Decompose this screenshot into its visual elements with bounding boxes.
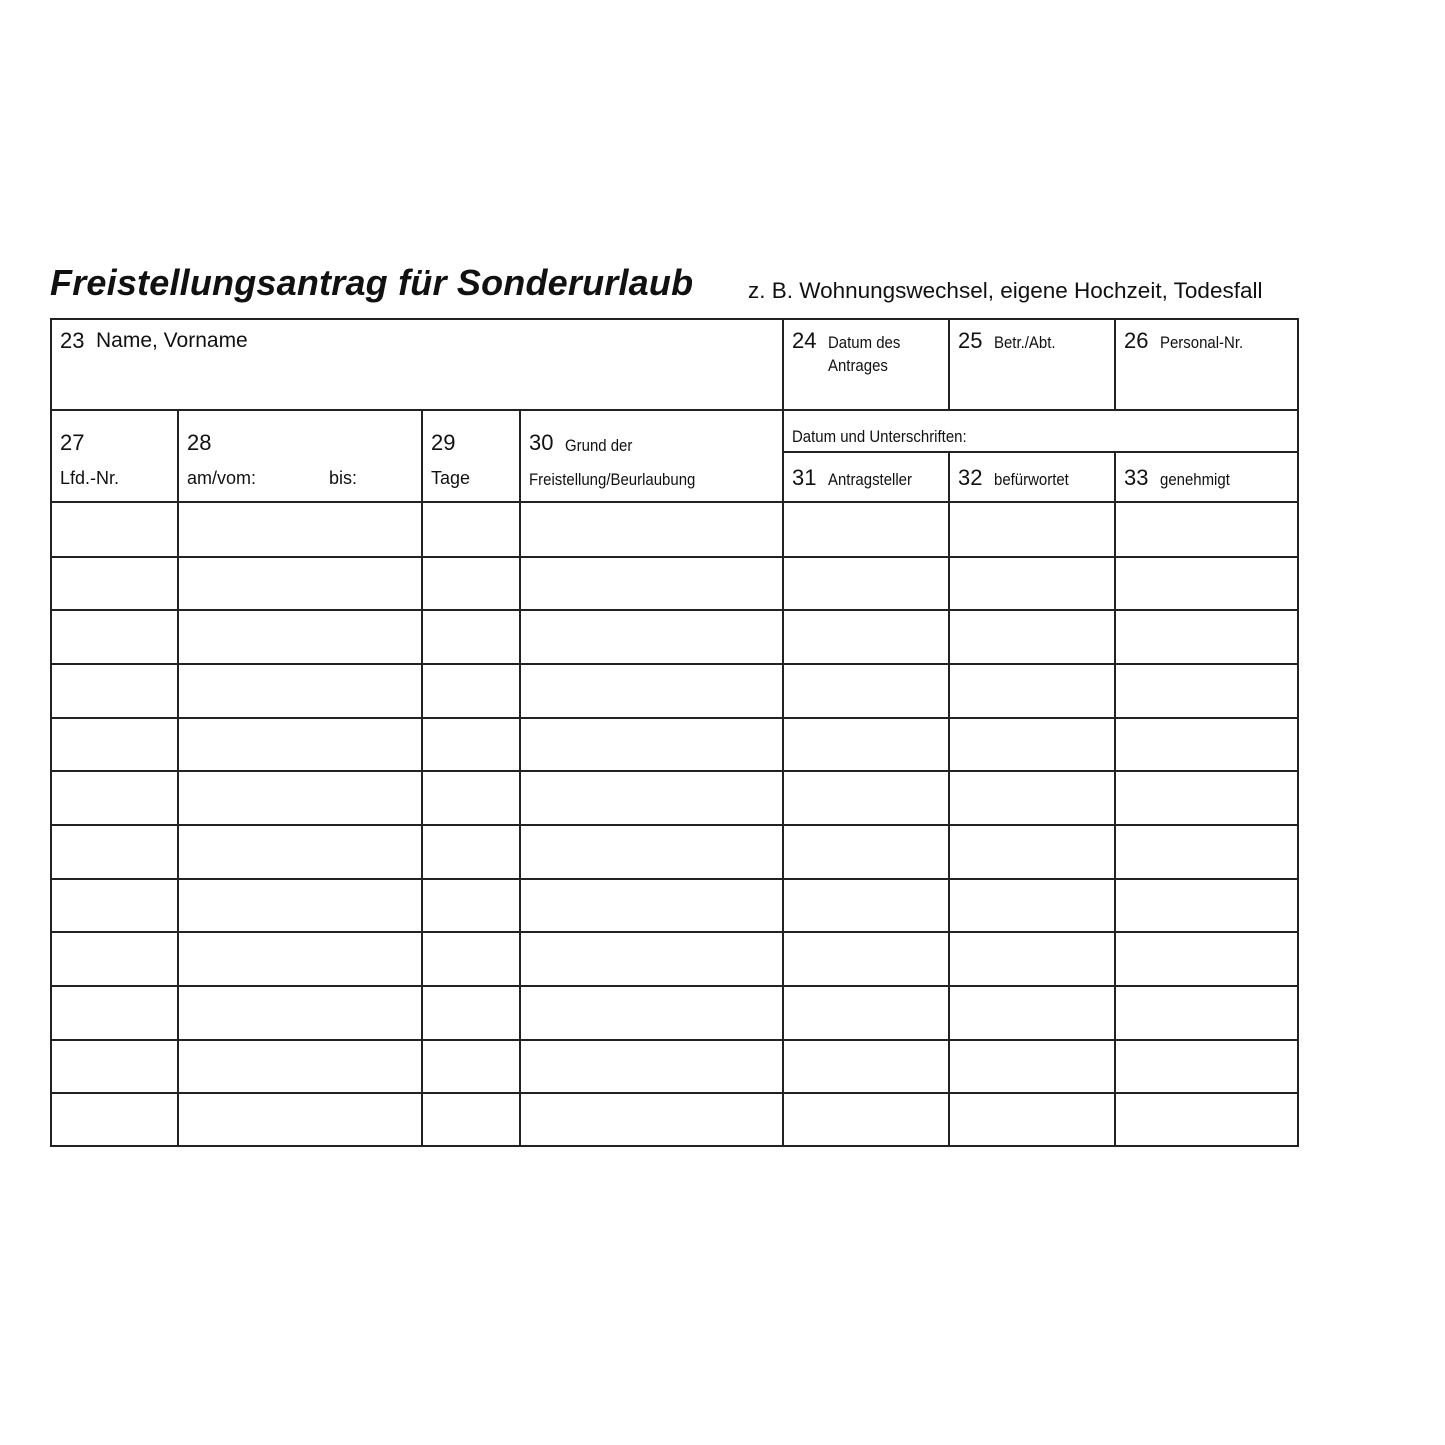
entry-cell-approved[interactable] [1121,563,1291,603]
entry-cell-applicant[interactable] [789,724,943,764]
divider-col-4 [782,320,784,1145]
entry-cell-lfd-nr[interactable] [58,670,172,710]
field-25-label: Betr./Abt. [994,333,1056,352]
entry-cell-days[interactable] [428,938,514,978]
field-27-label: Lfd.-Nr. [60,468,120,488]
entry-cell-lfd-nr[interactable] [58,992,172,1032]
entry-cell-date-range[interactable] [184,509,416,549]
entry-cell-approved[interactable] [1121,992,1291,1032]
field-25-number: 25 [958,328,983,353]
field-31-number: 31 [792,465,817,490]
entry-cell-reason[interactable] [526,1099,777,1139]
entry-cell-date-range[interactable] [184,670,416,710]
entry-cell-applicant[interactable] [789,885,943,925]
entry-cell-date-range[interactable] [184,938,416,978]
entry-cell-lfd-nr[interactable] [58,885,172,925]
entry-cell-reason[interactable] [526,670,777,710]
entry-cell-applicant[interactable] [789,777,943,817]
row-divider [52,931,1297,933]
field-26-label: Personal-Nr. [1160,333,1244,352]
field-24-number: 24 [792,328,817,353]
field-23-number: 23 [60,328,85,353]
entry-cell-lfd-nr[interactable] [58,563,172,603]
divider-signatures [783,451,1297,453]
row-divider [52,1092,1297,1094]
entry-cell-endorsed[interactable] [955,831,1109,871]
entry-cell-applicant[interactable] [789,938,943,978]
entry-cell-endorsed[interactable] [955,938,1109,978]
field-27-number: 27 [60,430,85,455]
entry-cell-reason[interactable] [526,509,777,549]
entry-cell-approved[interactable] [1121,885,1291,925]
entry-cell-approved[interactable] [1121,831,1291,871]
row-divider [52,717,1297,719]
entry-cell-lfd-nr[interactable] [58,1099,172,1139]
entry-cell-days[interactable] [428,992,514,1032]
entry-cell-days[interactable] [428,885,514,925]
entry-cell-applicant[interactable] [789,670,943,710]
signatures-heading: Datum und Unterschriften: [792,427,967,446]
entry-cell-date-range[interactable] [184,885,416,925]
entry-cell-lfd-nr[interactable] [58,509,172,549]
entry-cell-days[interactable] [428,563,514,603]
entry-cell-endorsed[interactable] [955,777,1109,817]
entry-cell-applicant[interactable] [789,831,943,871]
field-26-number: 26 [1124,328,1149,353]
row-divider [52,609,1297,611]
field-29-number: 29 [431,430,456,455]
field-32-number: 32 [958,465,983,490]
entry-cell-lfd-nr[interactable] [58,777,172,817]
entry-cell-endorsed[interactable] [955,670,1109,710]
entry-cell-days[interactable] [428,509,514,549]
entry-cell-lfd-nr[interactable] [58,724,172,764]
field-33-number: 33 [1124,465,1149,490]
row-divider [52,985,1297,987]
entry-cell-date-range[interactable] [184,831,416,871]
entry-cell-reason[interactable] [526,724,777,764]
entry-cell-applicant[interactable] [789,1046,943,1086]
entry-cell-endorsed[interactable] [955,724,1109,764]
leave-request-form [50,318,1299,1147]
divider-col-5-top [948,320,950,409]
field-30-label-2: Freistellung/Beurlaubung [529,470,696,489]
entry-cell-approved[interactable] [1121,724,1291,764]
entry-cell-reason[interactable] [526,777,777,817]
field-24-label-1: Datum des [828,333,901,352]
entry-cell-lfd-nr[interactable] [58,831,172,871]
form-subtitle: z. B. Wohnungswechsel, eigene Hochzeit, Todesfall [748,278,1263,303]
row-divider [52,770,1297,772]
field-28-label-from: am/vom: [187,468,257,488]
divider-col-1 [177,409,179,1145]
entry-cell-applicant[interactable] [789,992,943,1032]
entry-cell-date-range[interactable] [184,1099,416,1139]
form-title-row [50,262,1310,308]
field-33-label: genehmigt [1160,470,1230,489]
field-30-label-1: Grund der [565,436,633,455]
field-28-number: 28 [187,430,212,455]
entry-cell-days[interactable] [428,1046,514,1086]
entry-cell-approved[interactable] [1121,938,1291,978]
entry-cell-endorsed[interactable] [955,563,1109,603]
entry-cell-date-range[interactable] [184,563,416,603]
entry-cell-endorsed[interactable] [955,1099,1109,1139]
entry-cell-approved[interactable] [1121,509,1291,549]
entry-cell-days[interactable] [428,616,514,656]
entry-cell-approved[interactable] [1121,616,1291,656]
divider-col-6-top [1114,320,1116,409]
entry-cell-days[interactable] [428,777,514,817]
entry-cell-reason[interactable] [526,1046,777,1086]
divider-header-2 [52,501,1297,503]
row-divider [52,878,1297,880]
entry-cell-endorsed[interactable] [955,992,1109,1032]
entry-cell-days[interactable] [428,670,514,710]
entry-cell-date-range[interactable] [184,616,416,656]
entry-cell-applicant[interactable] [789,1099,943,1139]
entry-cell-date-range[interactable] [184,1046,416,1086]
field-28-label-to: bis: [329,468,358,488]
entry-cell-lfd-nr[interactable] [58,938,172,978]
entry-cell-applicant[interactable] [789,563,943,603]
field-30-number: 30 [529,430,554,455]
field-29-label: Tage [431,468,471,488]
form-title: Freistellungsantrag für Sonderurlaub [50,262,694,303]
row-divider [52,824,1297,826]
entry-cell-endorsed[interactable] [955,509,1109,549]
entry-cell-approved[interactable] [1121,777,1291,817]
row-divider [52,1039,1297,1041]
entry-cell-days[interactable] [428,724,514,764]
entry-cell-applicant[interactable] [789,509,943,549]
entry-cell-reason[interactable] [526,563,777,603]
field-23-label: Name, Vorname [96,329,248,352]
divider-col-2 [421,409,423,1145]
entry-cell-approved[interactable] [1121,670,1291,710]
entry-cell-reason[interactable] [526,831,777,871]
entry-cell-date-range[interactable] [184,992,416,1032]
field-32-label: befürwortet [994,470,1069,489]
entry-cell-reason[interactable] [526,938,777,978]
entry-cell-lfd-nr[interactable] [58,1046,172,1086]
field-24-label-2: Antrages [828,356,888,375]
entry-cell-endorsed[interactable] [955,1046,1109,1086]
entry-cell-date-range[interactable] [184,724,416,764]
entry-cell-endorsed[interactable] [955,885,1109,925]
entry-cell-reason[interactable] [526,885,777,925]
entry-cell-days[interactable] [428,831,514,871]
entry-cell-reason[interactable] [526,992,777,1032]
entry-cell-approved[interactable] [1121,1046,1291,1086]
entry-cell-endorsed[interactable] [955,616,1109,656]
row-divider [52,556,1297,558]
row-divider [52,663,1297,665]
entry-cell-applicant[interactable] [789,616,943,656]
field-31-label: Antragsteller [828,470,912,489]
entry-cell-approved[interactable] [1121,1099,1291,1139]
entry-cell-days[interactable] [428,1099,514,1139]
entry-cell-date-range[interactable] [184,777,416,817]
entry-cell-reason[interactable] [526,616,777,656]
divider-col-3 [519,409,521,1145]
entry-cell-lfd-nr[interactable] [58,616,172,656]
divider-header-1 [52,409,1297,411]
